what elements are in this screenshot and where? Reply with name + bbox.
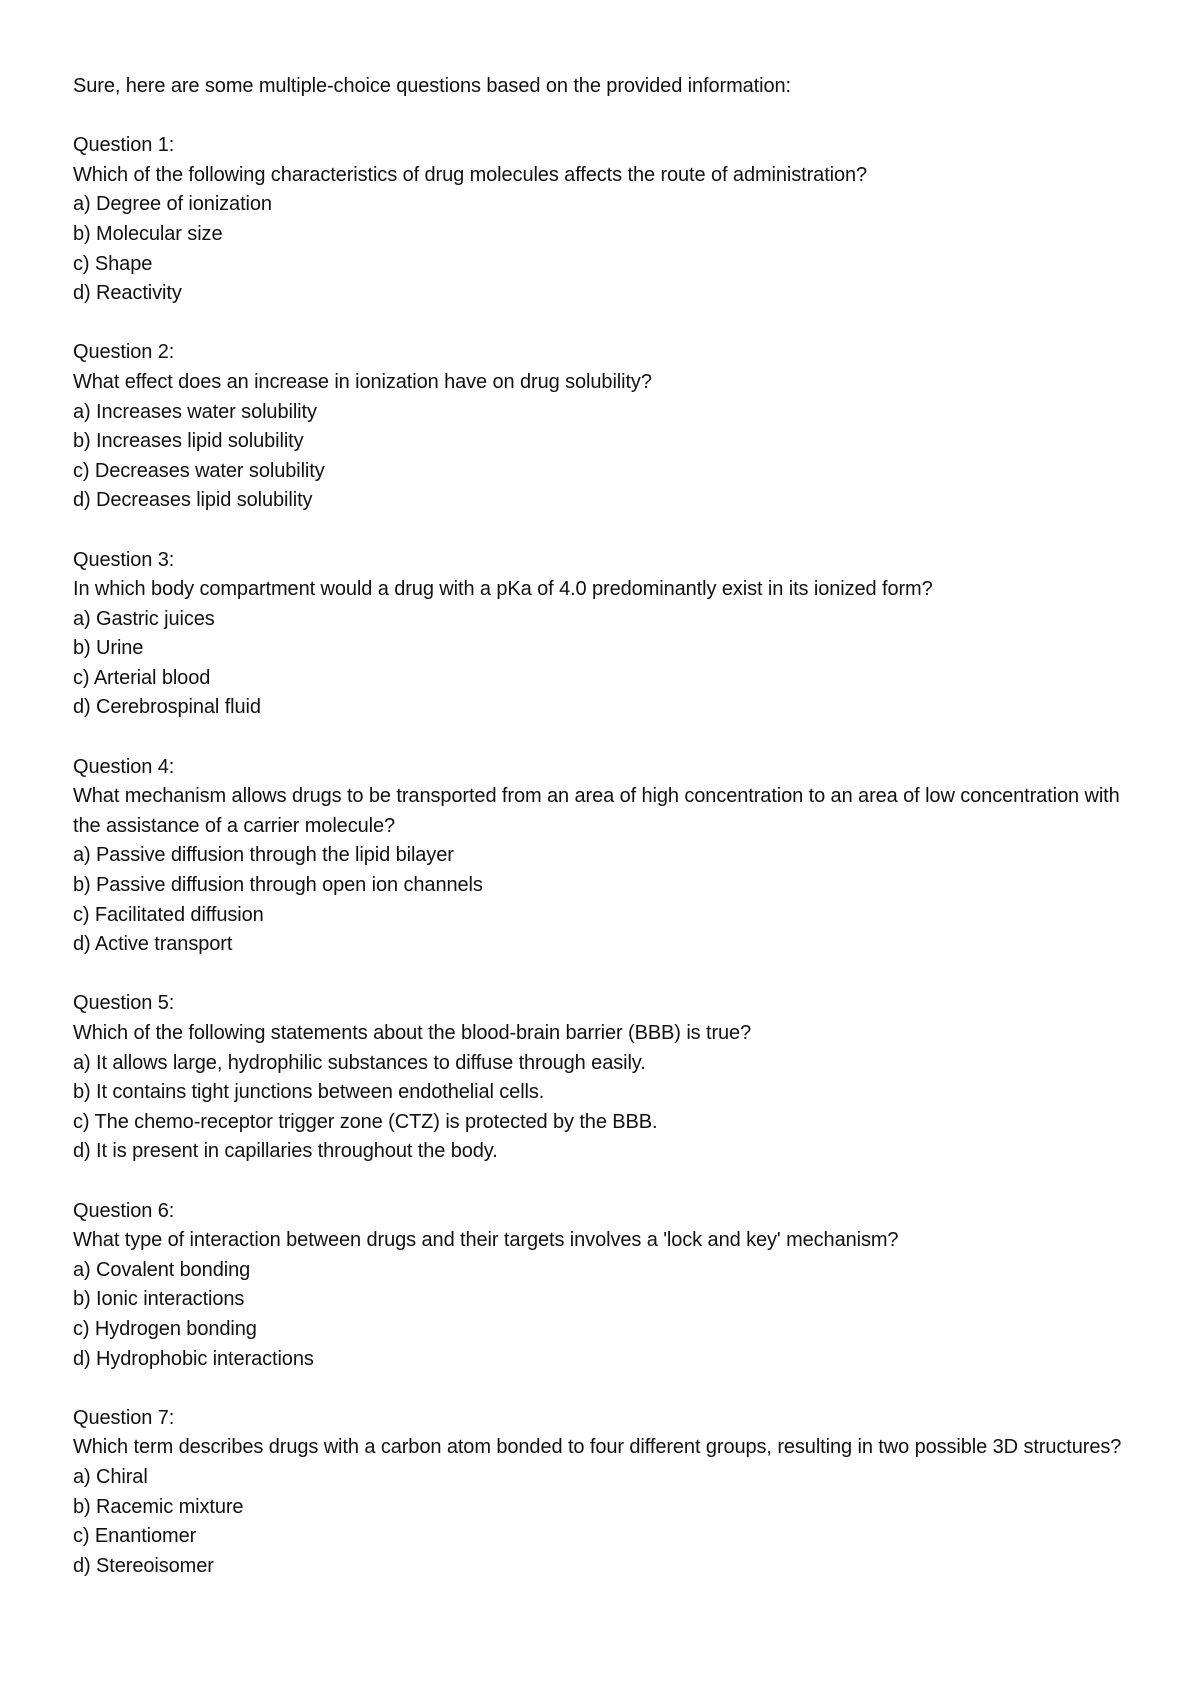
answer-option-d: d) It is present in capillaries throughout the body. <box>73 1140 498 1163</box>
answer-option-b: b) Urine <box>73 637 144 660</box>
answer-option-b: b) Ionic interactions <box>73 1288 245 1311</box>
answer-option-c: c) Hydrogen bonding <box>73 1317 257 1340</box>
question-heading: Question 7: <box>73 1406 175 1429</box>
answer-option-d: d) Hydrophobic interactions <box>73 1347 314 1370</box>
answer-option-b: b) Passive diffusion through open ion channels <box>73 874 483 897</box>
question-block-4 <box>73 753 1140 960</box>
answer-option-a: a) Gastric juices <box>73 607 215 630</box>
question-block-1 <box>73 131 1140 309</box>
question-block-6 <box>73 1197 1140 1375</box>
question-heading: Question 5: <box>73 992 175 1015</box>
question-heading: Question 2: <box>73 341 175 364</box>
question-text: Which of the following characteristics of drug molecules affects the route of administration? <box>73 163 868 186</box>
answer-option-d: d) Decreases lipid solubility <box>73 489 313 512</box>
intro-text: Sure, here are some multiple-choice questions based on the provided information: <box>73 75 791 97</box>
question-text: Which of the following statements about the blood-brain barrier (BBB) is true? <box>73 1022 752 1044</box>
answer-option-a: a) Covalent bonding <box>73 1258 251 1281</box>
answer-option-b: b) It contains tight junctions between endothelial cells. <box>73 1081 545 1104</box>
question-block-2 <box>73 338 1140 516</box>
answer-option-c: c) Shape <box>73 252 153 275</box>
question-block-7 <box>73 1404 1140 1582</box>
question-text: What effect does an increase in ionization have on drug solubility? <box>73 370 652 393</box>
question-heading: Question 1: <box>73 134 175 157</box>
answer-option-b: b) Increases lipid solubility <box>73 430 304 453</box>
question-block-3 <box>73 546 1140 724</box>
answer-option-c: c) Decreases water solubility <box>73 459 325 482</box>
answer-option-a: a) Increases water solubility <box>73 400 317 423</box>
answer-option-a: a) It allows large, hydrophilic substances to diffuse through easily. <box>73 1051 646 1074</box>
answer-option-d: d) Cerebrospinal fluid <box>73 696 261 719</box>
question-text: What mechanism allows drugs to be transported from an area of high concentration to an area of low concentration with the assistance of a carrier molecule? <box>73 785 1120 837</box>
answer-option-a: a) Passive diffusion through the lipid bilayer <box>73 844 454 867</box>
question-text: What type of interaction between drugs and their targets involves a 'lock and key' mechanism? <box>73 1229 899 1252</box>
question-text: Which term describes drugs with a carbon atom bonded to four different groups, resulting in two possible 3D structures? <box>73 1436 1122 1459</box>
answer-option-a: a) Chiral <box>73 1465 148 1488</box>
question-heading: Question 3: <box>73 548 175 571</box>
question-text: In which body compartment would a drug with a pKa of 4.0 predominantly exist in its ionized form? <box>73 578 933 601</box>
answer-option-a: a) Degree of ionization <box>73 193 272 216</box>
answer-option-b: b) Racemic mixture <box>73 1495 244 1518</box>
question-heading: Question 6: <box>73 1199 175 1222</box>
question-block-5 <box>73 989 1140 1167</box>
answer-option-c: c) The chemo-receptor trigger zone (CTZ) is protected by the BBB. <box>73 1110 658 1133</box>
answer-option-d: d) Stereoisomer <box>73 1554 214 1577</box>
question-heading: Question 4: <box>73 755 175 778</box>
answer-option-c: c) Arterial blood <box>73 666 211 689</box>
answer-option-d: d) Reactivity <box>73 282 182 305</box>
answer-option-c: c) Facilitated diffusion <box>73 903 264 926</box>
answer-option-c: c) Enantiomer <box>73 1525 197 1548</box>
answer-option-d: d) Active transport <box>73 933 233 956</box>
answer-option-b: b) Molecular size <box>73 222 223 245</box>
